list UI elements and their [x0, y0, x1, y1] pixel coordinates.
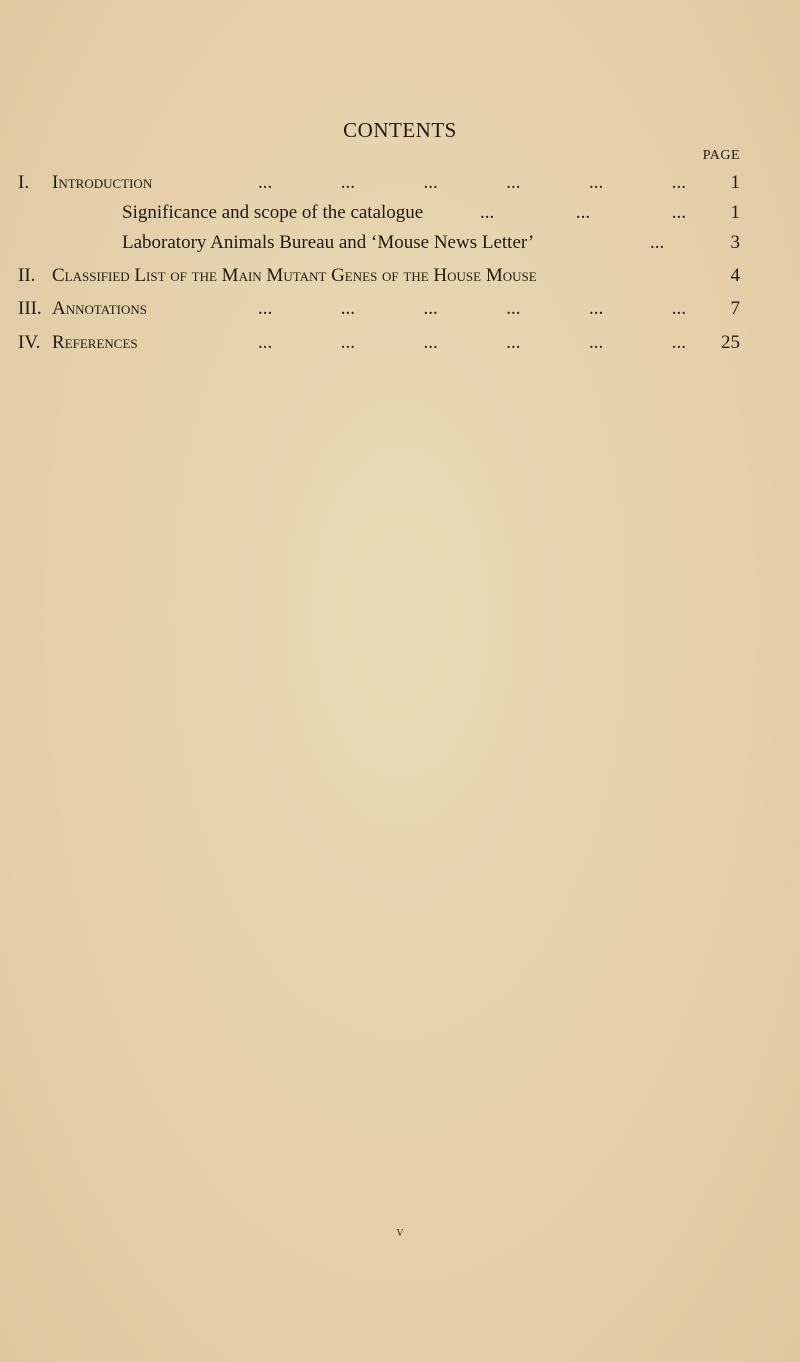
- toc-entry-references[interactable]: [0, 332, 800, 362]
- toc-leader-dots: ...: [650, 232, 665, 253]
- toc-leader-dots: ... ... ...: [480, 202, 686, 223]
- toc-entry-classified-list[interactable]: [0, 265, 800, 295]
- toc-entry-label: Classified List of the Main Mutant Genes of the House Mouse: [52, 265, 537, 286]
- toc-entry-label: Laboratory Animals Bureau and ‘Mouse News Letter’: [122, 232, 535, 253]
- toc-entry-number: I.: [18, 172, 30, 193]
- page-column-label: PAGE: [702, 148, 740, 163]
- toc-entry-page: 4: [730, 265, 740, 286]
- toc-entry-page: 7: [730, 298, 740, 319]
- toc-entry-page: 25: [721, 332, 740, 353]
- toc-leader-dots: ... ... ... ... ... ...: [258, 332, 686, 353]
- toc-entry-number: III.: [18, 298, 42, 319]
- page-title: CONTENTS: [343, 118, 457, 142]
- toc-entry-label: References: [52, 332, 138, 353]
- toc-entry-page: 1: [730, 172, 740, 193]
- toc-entry-annotations[interactable]: [0, 298, 800, 328]
- toc-entry-label: Significance and scope of the catalogue: [122, 202, 424, 223]
- toc-subentry-significance[interactable]: [0, 202, 800, 232]
- toc-entry-label: Introduction: [52, 172, 153, 193]
- toc-entry-label: Annotations: [52, 298, 148, 319]
- toc-entry-number: II.: [18, 265, 36, 286]
- page-folio: v: [396, 1225, 404, 1240]
- toc-entry-introduction[interactable]: [0, 172, 800, 202]
- toc-subentry-laboratory-animals-bureau[interactable]: [0, 232, 800, 262]
- toc-entry-number: IV.: [18, 332, 41, 353]
- toc-entry-page: 1: [730, 202, 740, 223]
- toc-leader-dots: ... ... ... ... ... ...: [258, 172, 686, 193]
- toc-entry-page: 3: [730, 232, 740, 253]
- toc-leader-dots: ... ... ... ... ... ...: [258, 298, 686, 319]
